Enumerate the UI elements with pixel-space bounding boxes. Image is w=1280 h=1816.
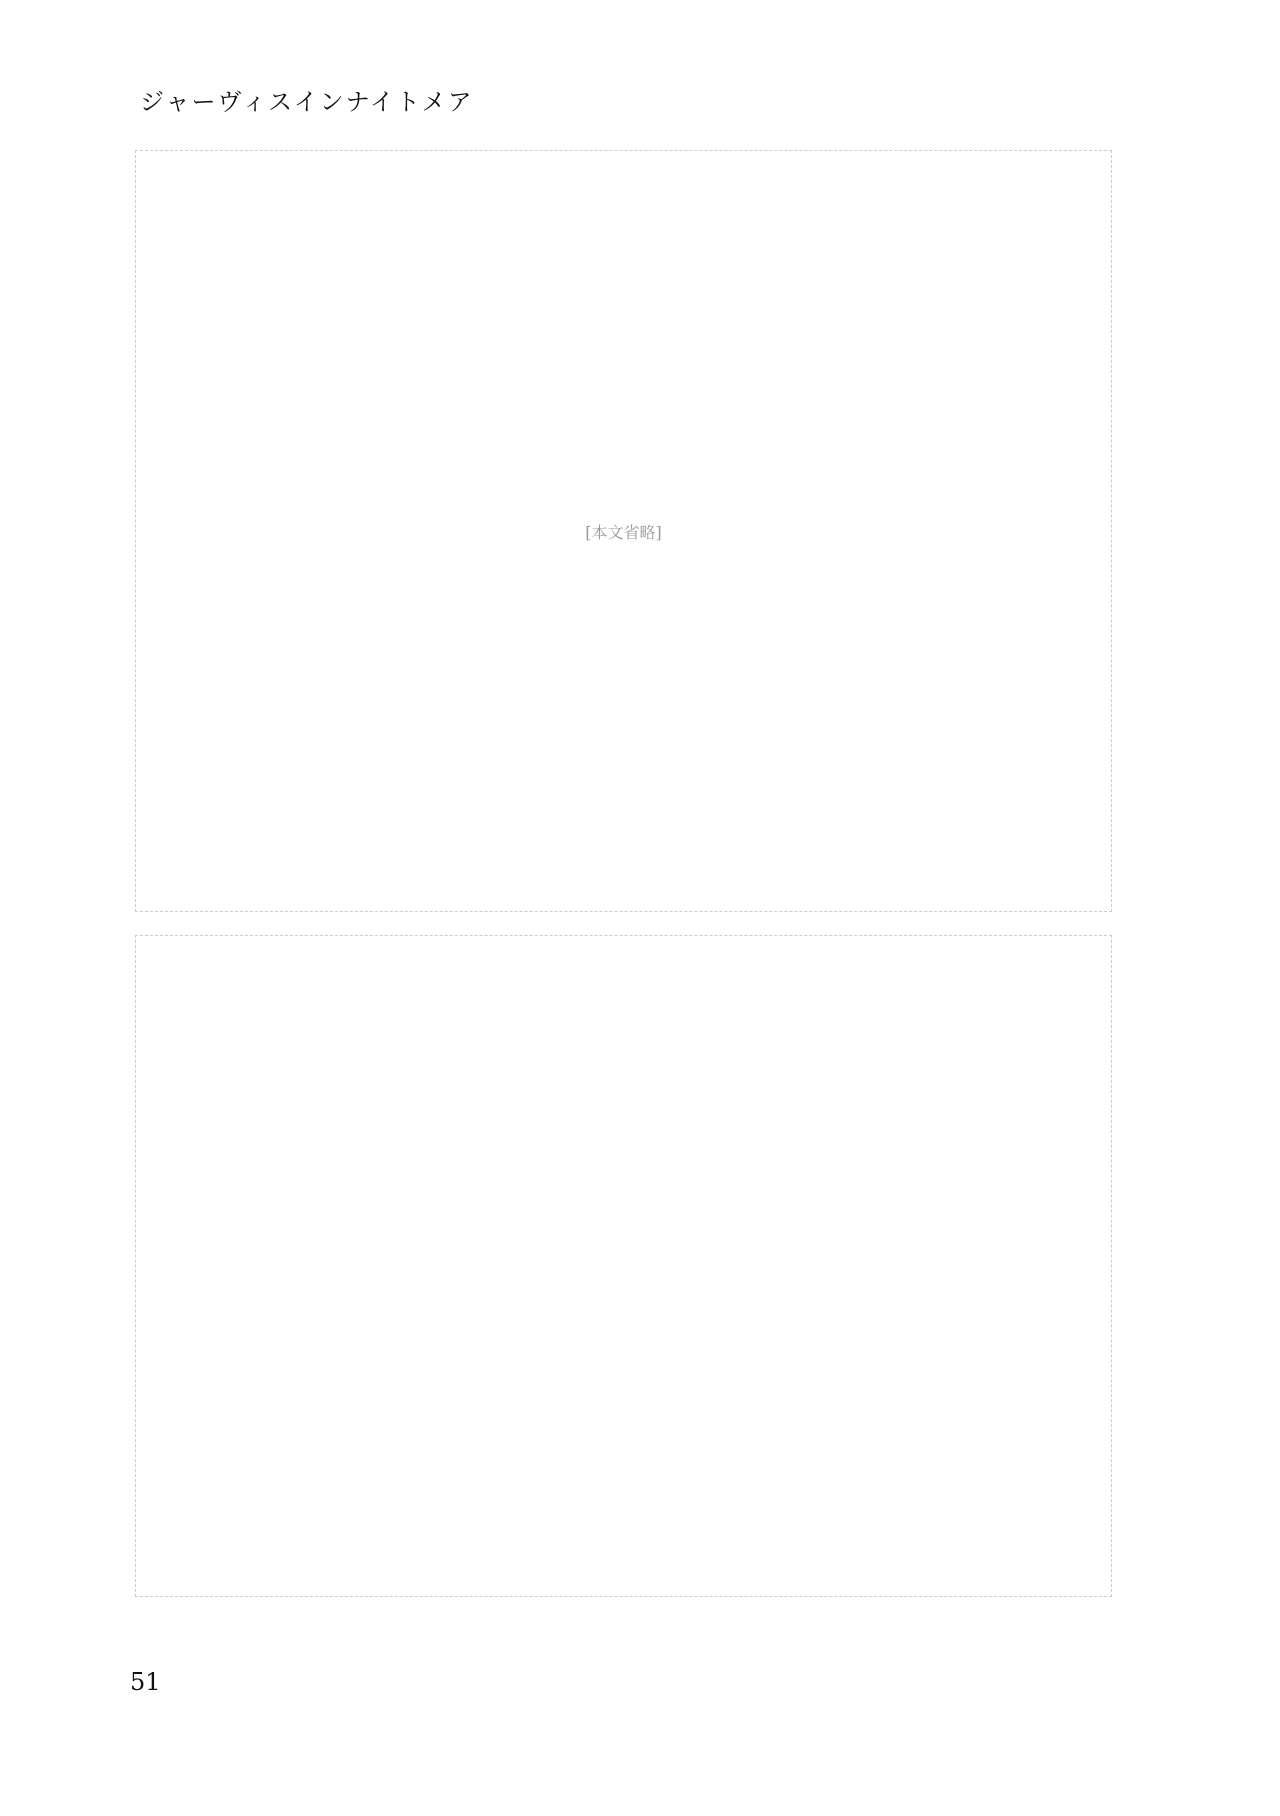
running-title: ジャーヴィスインナイトメア: [140, 88, 474, 116]
omitted-text-note: [本文省略]: [585, 522, 662, 542]
page-number: 51: [130, 1668, 161, 1696]
text-block-upper: [135, 150, 1112, 912]
text-block-lower: [135, 935, 1112, 1597]
